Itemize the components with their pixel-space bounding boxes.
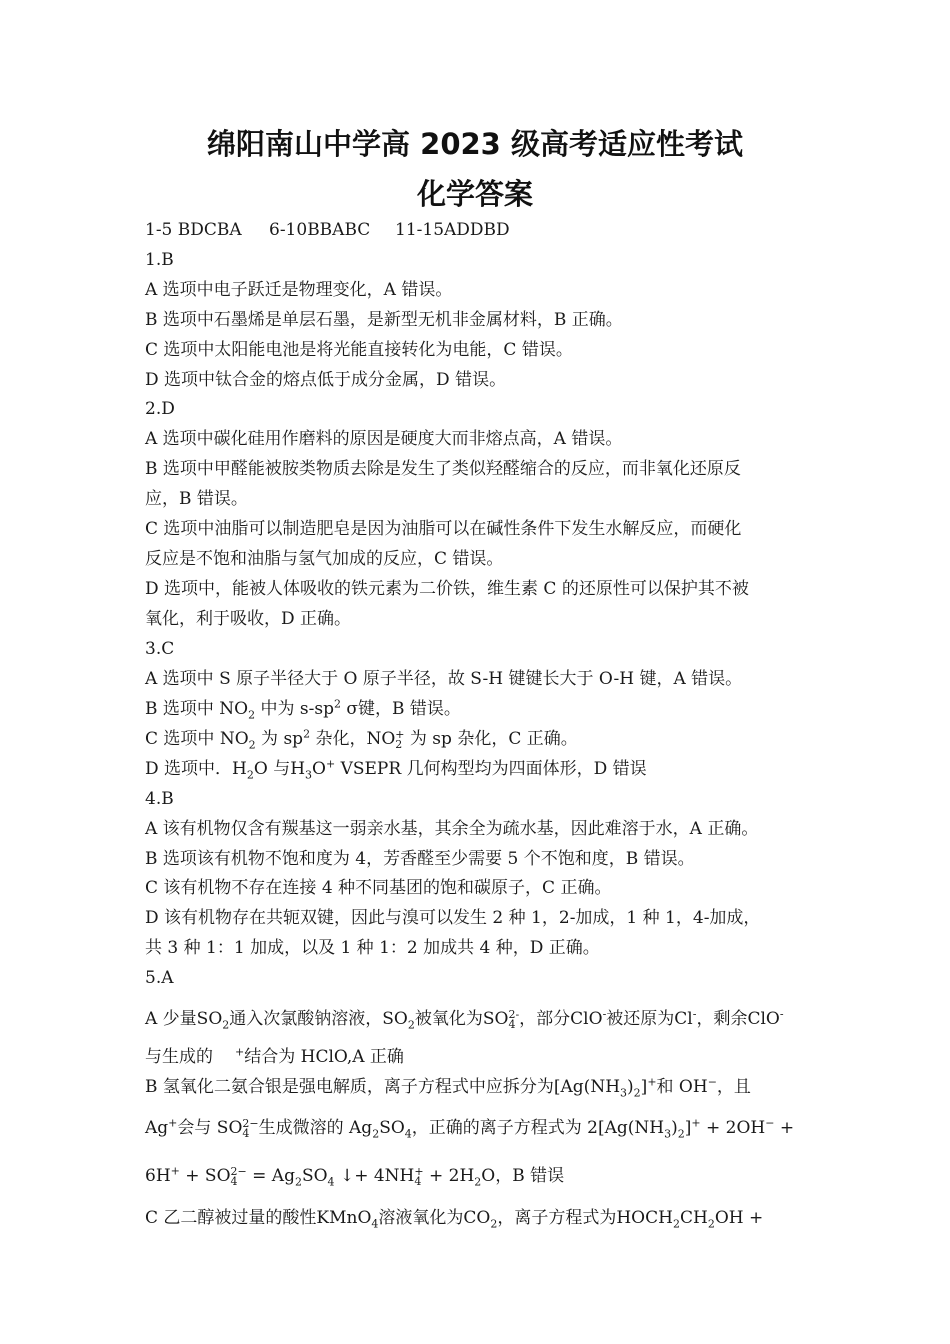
answer-key-6-10: 6-10BBABC: [269, 220, 371, 240]
q3-option-c: C 选项中 $NO_2$ 为 $sp^2$ 杂化，NO + 2 为 sp 杂化，C 正确。: [145, 727, 578, 752]
q2-option-d-line1: D 选项中，能被人体吸收的铁元素为二价铁，维生素 C 的还原性可以保护其不被: [145, 579, 749, 599]
q2-heading: 2.D: [145, 399, 175, 419]
q5-option-b-line3: 6H+ + SO 2− 4 = $Ag_2SO_4$ ↓+ 4NH + 4 + $2H_2O$，B 错误: [145, 1164, 565, 1189]
q2-option-b-line2: 应，B 错误。: [145, 489, 248, 509]
q3-option-a: A 选项中 S 原子半径大于 O 原子半径，故 S-H 键键长大于 O-H 键，A 错误。: [145, 669, 743, 689]
q4-option-c: C 该有机物不存在连接 4 种不同基团的饱和碳原子，C 正确。: [145, 878, 612, 898]
q1-option-d: D 选项中钛合金的熔点低于成分金属，D 错误。: [145, 370, 507, 390]
q4-option-b: B 选项该有机物不饱和度为 4，芳香醛至少需要 5 个不饱和度，B 错误。: [145, 849, 695, 869]
q4-option-d-line2: 共 3 种 1：1 加成，以及 1 种 1：2 加成共 4 种，D 正确。: [145, 938, 600, 958]
q2-option-c-line1: C 选项中油脂可以制造肥皂是因为油脂可以在碱性条件下发生水解反应，而硬化: [145, 519, 742, 539]
q3-option-b: B 选项中 $NO_2$ 中为 $s-sp^2$ σ键，B 错误。: [145, 697, 461, 722]
q3-heading: 3.C: [145, 639, 175, 659]
answer-key-11-15: 11-15ADDBD: [395, 220, 510, 240]
q1-option-c: C 选项中太阳能电池是将光能直接转化为电能，C 错误。: [145, 340, 573, 360]
answer-key-1-5: 1-5 BDCBA: [145, 220, 242, 240]
q2-option-d-line2: 氧化，利于吸收，D 正确。: [145, 609, 352, 629]
exam-title: 绵阳南山中学高 2023 级高考适应性考试: [207, 127, 743, 161]
q4-option-d-line1: D 该有机物存在共轭双键，因此与溴可以发生 2 种 1，2-加成，1 种 1，4-加成，: [145, 908, 761, 928]
q5-heading: 5.A: [145, 968, 174, 988]
q5-option-a-line2: 与生成的 +结合为 HClO,A 正确: [145, 1045, 404, 1067]
q5-option-c-line1: C 乙二醇被过量的酸性KMnO$_4$溶液氧化为$CO_2$，离子方程式为$HOCH_2CH_2OH$ +: [145, 1208, 764, 1231]
q5-option-b-line1: B 氢氧化二氨合银是强电解质，离子方程式中应拆分为$[Ag(NH_3)_2]^+$和 OH−，且: [145, 1075, 751, 1100]
q1-option-b: B 选项中石墨烯是单层石墨，是新型无机非金属材料，B 正确。: [145, 310, 623, 330]
q2-option-a: A 选项中碳化硅用作磨料的原因是硬度大而非熔点高，A 错误。: [145, 429, 623, 449]
q1-heading: 1.B: [145, 250, 174, 270]
q5-option-b-line2: Ag+会与 SO 2− 4 生成微溶的 $Ag_2SO_4$，正确的离子方程式为 $2[Ag(NH_3)_2]^+ + 2OH^-$ +: [145, 1116, 795, 1141]
q5-option-a-line1: A 少量$SO_2$通入次氯酸钠溶液，$SO_2$被氧化为SO 2- 4 ，部分ClO-被还原为Cl-，剩余ClO-: [145, 1007, 784, 1032]
q1-option-a: A 选项中电子跃迁是物理变化，A 错误。: [145, 280, 453, 300]
q4-heading: 4.B: [145, 789, 174, 809]
answer-key-row: [145, 219, 510, 241]
q4-option-a: A 该有机物仅含有羰基这一弱亲水基，其余全为疏水基，因此难溶于水，A 正确。: [145, 819, 759, 839]
q2-option-c-line2: 反应是不饱和油脂与氢气加成的反应，C 错误。: [145, 549, 504, 569]
q3-option-d: D 选项中．$H_2O$ 与$H_3O^+$ VSEPR 几何构型均为四面体形，D 错误: [145, 757, 647, 782]
exam-subtitle: 化学答案: [416, 177, 533, 211]
q2-option-b-line1: B 选项中甲醛能被胺类物质去除是发生了类似羟醛缩合的反应，而非氧化还原反: [145, 459, 741, 479]
